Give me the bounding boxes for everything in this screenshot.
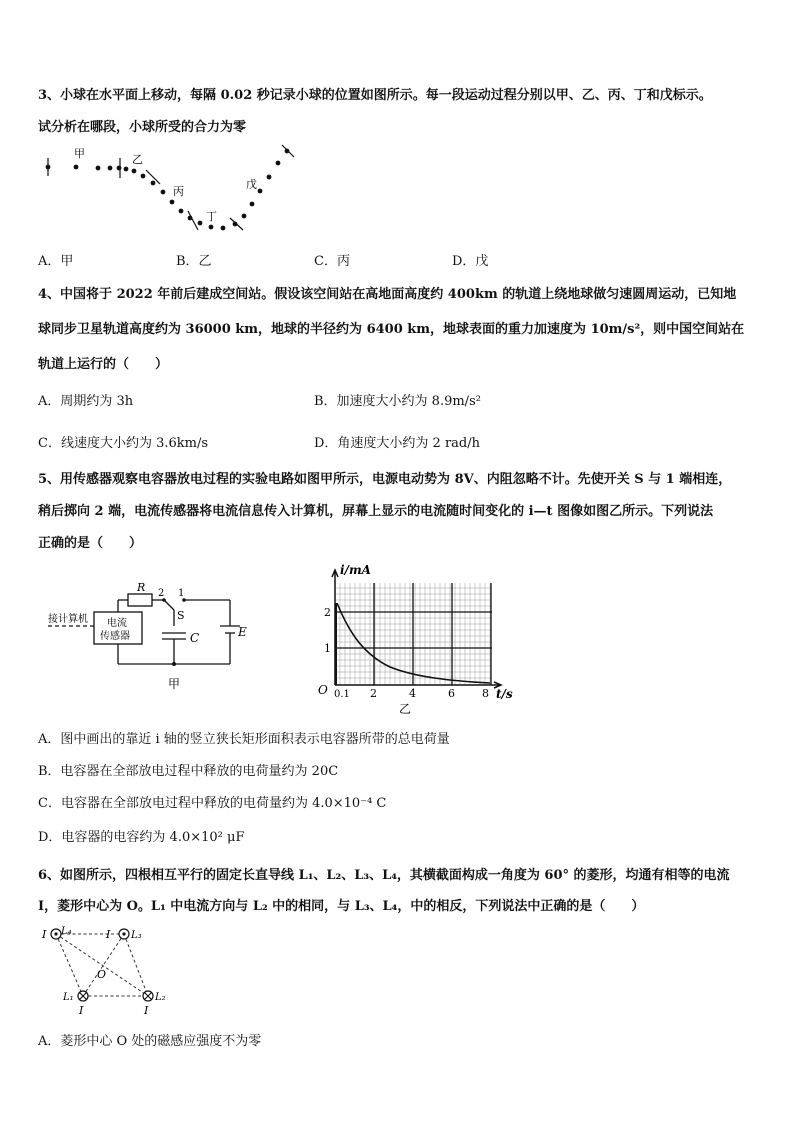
label-ding: 丁 <box>206 210 217 223</box>
q5-circuit-diagram <box>40 580 260 695</box>
label-sensor-2: 传感器 <box>100 631 130 642</box>
q4-option-d: D．角速度大小约为 2 rad/h <box>314 436 480 451</box>
q5-line2: 稍后掷向 2 端，电流传感器将电流信息传入计算机，屏幕上显示的电流随时间变化的 i—t 图像如图乙所示。下列说法 <box>38 504 714 519</box>
graph-xtick-2: 2 <box>370 687 377 700</box>
q4-option-b: B．加速度大小约为 8.9m/s² <box>314 394 481 409</box>
q5-line1: 5、用传感器观察电容器放电过程的实验电路如图甲所示，电源电动势为 8V、内阻忽略不计。先使开关 S 与 1 端相连， <box>38 472 732 487</box>
q5-option-c: C．电容器在全部放电过程中释放的电荷量约为 4.0×10⁻⁴ C <box>38 796 387 811</box>
graph-ylabel: i/mA <box>340 563 371 577</box>
q4-option-c: C．线速度大小约为 3.6km/s <box>38 436 209 451</box>
q6-line2: I，菱形中心为 O。L₁ 中电流方向与 L₂ 中的相同，与 L₃、L₄，中的相反，下列说法中正确的是（ ） <box>38 899 645 914</box>
label-yi: 乙 <box>132 153 143 166</box>
label-s: S <box>177 609 185 622</box>
label-i-l3: I <box>106 928 111 941</box>
label-bing: 丙 <box>173 185 184 198</box>
q3-line2: 试分析在哪段，小球所受的合力为零 <box>38 120 247 135</box>
q5-option-b: B．电容器在全部放电过程中释放的电荷量约为 20C <box>38 764 339 779</box>
graph-ytick-2: 2 <box>324 606 331 619</box>
label-i-l4: I <box>42 928 47 941</box>
graph-origin: O <box>318 683 328 697</box>
graph-xtick-6: 6 <box>448 687 455 700</box>
q5-line3: 正确的是（ ） <box>38 536 143 551</box>
q6-line1: 6、如图所示，四根相互平行的固定长直导线 L₁、L₂、L₃、L₄，其横截面构成一角度为 60° 的菱形，均通有相等的电流 <box>38 868 730 883</box>
label-l3: L₃ <box>131 930 142 941</box>
label-c: C <box>190 631 200 645</box>
label-e: E <box>238 625 247 639</box>
q4-line2: 球同步卫星轨道高度约为 36000 km，地球的半径约为 6400 km，地球表面的重力加速度为 10m/s²，则中国空间站在 <box>38 322 745 337</box>
q3-option-b: B．乙 <box>176 254 212 269</box>
label-sensor-1: 电流 <box>107 618 127 629</box>
label-computer: 接计算机 <box>48 614 88 625</box>
label-node-1: 1 <box>178 588 185 599</box>
q3-option-a: A．甲 <box>38 254 74 269</box>
q5-it-graph <box>310 563 530 718</box>
q4-line3: 轨道上运行的（ ） <box>38 357 169 372</box>
q3-option-c: C．丙 <box>314 254 350 269</box>
caption-yi: 乙 <box>399 702 412 716</box>
graph-xtick-4: 4 <box>409 687 416 700</box>
q5-option-d: D．电容器的电容约为 4.0×10² μF <box>38 830 245 845</box>
label-node-2: 2 <box>158 588 165 599</box>
q6-rhombus-figure <box>36 922 176 1017</box>
label-r: R <box>137 581 146 594</box>
caption-jia: 甲 <box>168 677 181 691</box>
graph-xtick-8: 8 <box>482 687 489 700</box>
graph-ytick-1: 1 <box>324 642 331 655</box>
q4-option-a: A．周期约为 3h <box>38 394 134 409</box>
q3-line1: 3、小球在水平面上移动，每隔 0.02 秒记录小球的位置如图所示。每一段运动过程分别以甲、乙、丙、丁和戊标示。 <box>38 88 712 103</box>
label-center-o: O <box>97 968 107 981</box>
label-l1: L₁ <box>63 992 74 1003</box>
label-i-l1: I <box>79 1004 84 1017</box>
q3-option-d: D．戊 <box>452 254 489 269</box>
label-i-l2: I <box>144 1004 149 1017</box>
label-l2: L₂ <box>155 992 166 1003</box>
q6-option-a: A．菱形中心 O 处的磁感应强度不为零 <box>38 1034 262 1049</box>
label-l4: L₄ <box>61 926 72 937</box>
label-wu: 戊 <box>246 178 257 191</box>
q5-option-a: A．图中画出的靠近 i 轴的竖立狭长矩形面积表示电容器所带的总电荷量 <box>38 732 450 747</box>
graph-xlabel: t/s <box>496 687 513 701</box>
q3-trajectory-figure <box>40 140 310 240</box>
q4-line1: 4、中国将于 2022 年前后建成空间站。假设该空间站在高地面高度约 400km 的轨道上绕地球做匀速圆周运动，已知地 <box>38 287 737 302</box>
label-jia: 甲 <box>74 147 85 160</box>
graph-xtick-0-1: 0.1 <box>334 689 350 700</box>
